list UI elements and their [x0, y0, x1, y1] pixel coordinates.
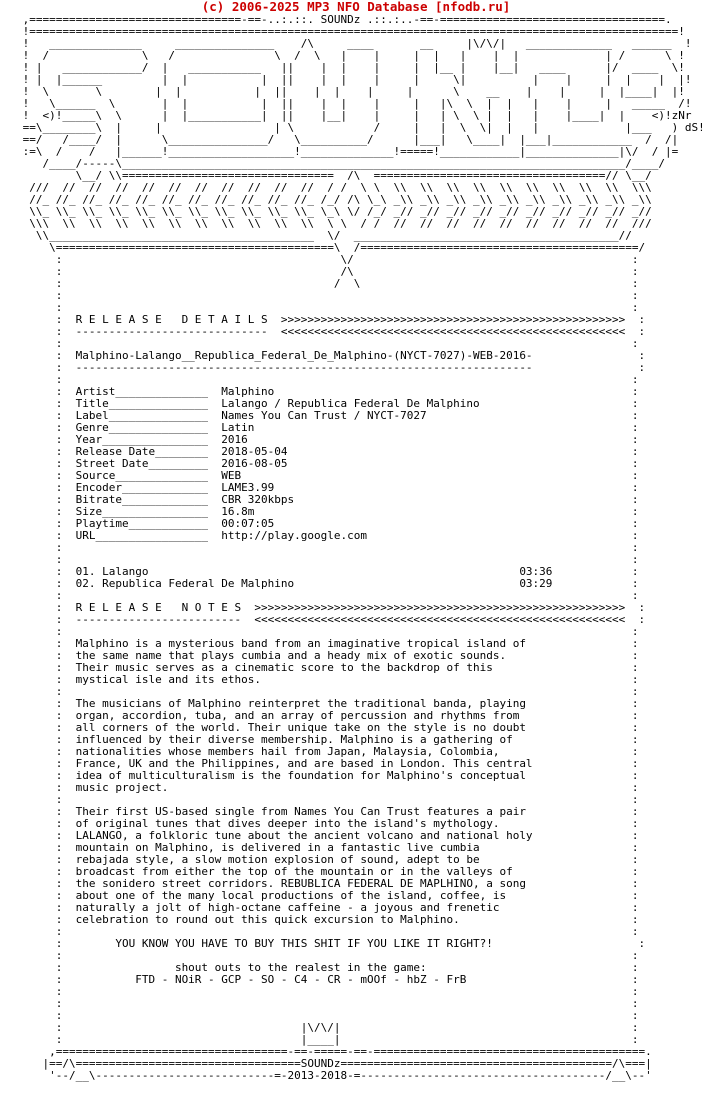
- site-header-title: (c) 2006-2025 MP3 NFO Database [nfodb.ru]: [201, 0, 511, 14]
- nfo-document-text: ,================================-==-..:.::. SOUNDz .::.:..-==-==================================. !==================================================================================================! ! ______________ _______________ /\ ____ __ |\/\/| _____________ ______ ! ! / \ / \ / \ | | | | | | | | / \ ! ! | ____________/ | ___________ || | | | | |__ | |__| ____ |/ ____ \! ! | |______ | | | || | | | | \| | | | | | |! ! \ \ | | | || | | | | \ __ | | | |____| |! ! \______ \ | | | || | | | | |\ \ | | | | | _____ /! ! <)!_____\ \ | |___________| || |__| | | | \ \ | | | |____| | <)!zNr ==\________\ | | | \ / | | \ \| | | |___ ) dS! ==/ /____/ | \_______________/ \__________/ |___| \____| |___|____________ / /| :=\ / / |______!___________________!______________!=====!____________|______________|\/ / |= /____/-----\____________________________________________________________________________/____/ \__/ \\================================ /\ ===================================// \__/ /// // // // // // // // // // // / / \ \ \\ \\ \\ \\ \\ \\ \\ \\ \\ \\\ //_ //_ //_ //_ //_ //_ //_ //_ //_ //_ //_ /_/ /\ \_\ _\\ _\\ _\\ _\\ _\\ _\\ _\\ _\\ _\\ _\\ \\_ \\_ \\_ \\_ \\_ \\_ \\_ \\_ \\_ \\_ \\_ \_\ \/ /_/ _// _// _// _// _// _// _// _// _// _// \\\ \\ \\ \\ \\ \\ \\ \\ \\ \\ \\ \ \ / / // // // // // // // // // /// \\________________________________________ \/ ________________________________________// \==========================================\ /==========================================/ : \/ : : /\ : : / \ : : : : : : R E L E A S E D E T A I L S >>>>>>>>>>>>>>>>>>>>>>>>>>>>>>>>>>>>>>>>>>>>>>>>>>>> : : ----------------------------- <<<<<<<<<<<<<<<<<<<<<<<<<<<<<<<<<<<<<<<<<<<<<<<<<<<< : : : : Malphino-Lalango__Republica_Federal_De_Malphino-(NYCT-7027)-WEB-2016- : : --------------------------------------------------------------------- : : : : Artist______________ Malphino : : Title_______________ Lalango / Republica Federal De Malphino : : Label_______________ Names You Can Trust / NYCT-7027 : : Genre_______________ Latin : : Year________________ 2016 : : Release Date________ 2018-05-04 : : Street Date_________ 2016-08-05 : : Source______________ WEB : : Encoder_____________ LAME3.99 : : Bitrate_____________ CBR 320kbps : : Size________________ 16.8m : : Playtime____________ 00:07:05 : : URL_________________ http://play.google.com : : : : : : 01. Lalango 03:36 : : 02. Republica Federal De Malphino 03:29 : : : : R E L E A S E N O T E S >>>>>>>>>>>>>>>>>>>>>>>>>>>>>>>>>>>>>>>>>>>>>>>>>>>>>>>> : : ------------------------- <<<<<<<<<<<<<<<<<<<<<<<<<<<<<<<<<<<<<<<<<<<<<<<<<<<<<<<< : : : : Malphino is a mysterious band from an imaginative tropical island of : : the same name that plays cumbia and a heady mix of exotic sounds. : : Their music serves as a cinematic score to the backdrop of this : : mystical isle and its ethos. : : : : The musicians of Malphino reinterpret the traditional banda, playing : : organ, accordion, tuba, and an array of percussion and rhythms from : : all corners of the world. Their unique take on the style is no doubt : : influenced by their diverse membership. Malphino is a gathering of : : nationalities whose members hail from Japan, Malaysia, Colombia, : : France, UK and the Philippines, and are based in London. This central : : idea of multiculturalism is the foundation for Malphino's conceptual : : music project. : : : : Their first US-based single from Names You Can Trust features a pair : : of original tunes that dives deeper into the island's mythology. : : LALANGO, a folkloric tune about the ancient volcano and national holy : : mountain on Malphino, is delivered in a fantastic live cumbia : : rebajada style, a slow motion explosion of sound, adept to be : : broadcast from either the top of the mountain or in the valleys of : : the sonidero street corridors. REBUBLICA FEDERAL DE MAPLHINO, a song : : about one of the many local productions of the island, coffee, is : : naturally a jolt of high-octane caffeine - a joyous and frenetic : : celebration to round out this quick excursion to Malphino. : : : : YOU KNOW YOU HAVE TO BUY THIS SHIT IF YOU LIKE IT RIGHT?! : : : : shout outs to the realest in the game: : : FTD - NOiR - GCP - SO - C4 - CR - mOOf - hbZ - FrB : : : : : : : : |\/\/| : : |____| : ,===================================-==-=====-==-=========================================. |==/\==================================SOUNDz=========================================/\===| '--/__\---------------------------=-2013-2018-=-------------------------------------/__\--': [22, 13, 705, 1082]
